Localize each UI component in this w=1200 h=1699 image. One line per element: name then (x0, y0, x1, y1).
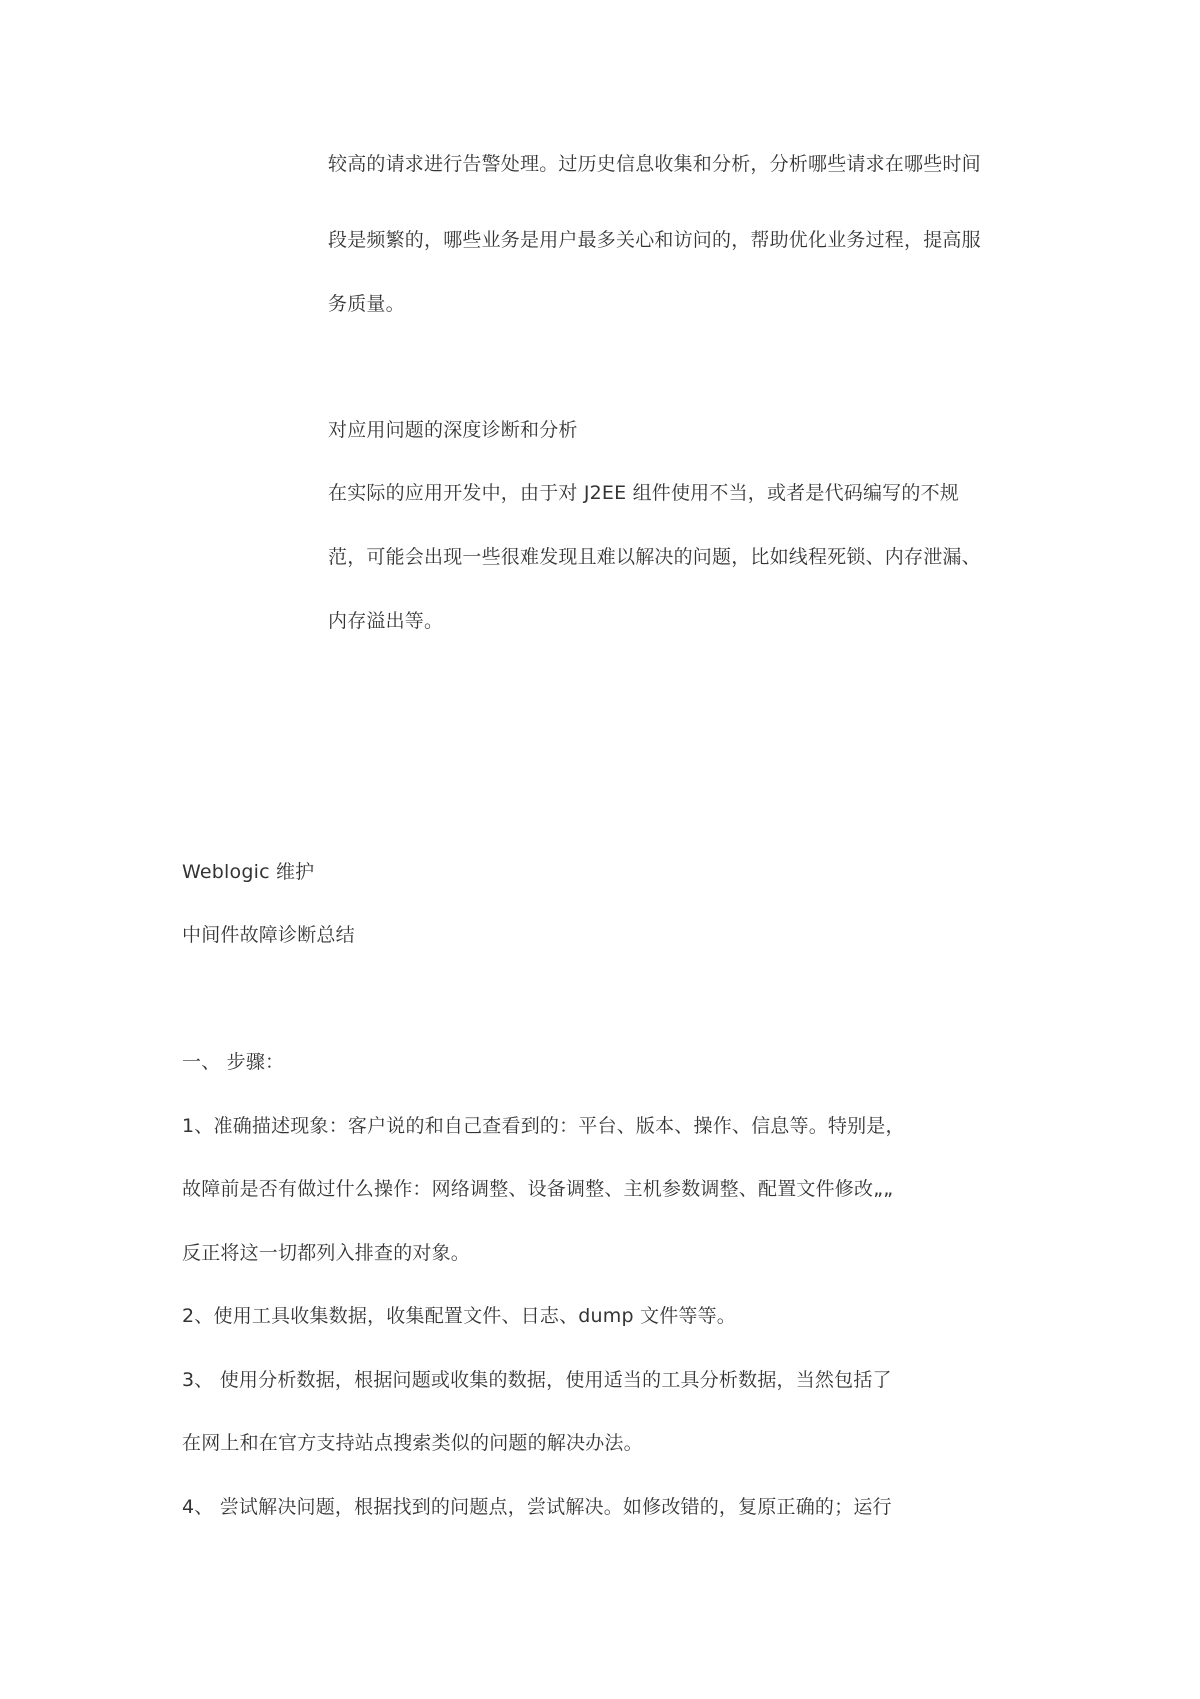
step-line: 故障前是否有做过什么操作：网络调整、设备调整、主机参数调整、配置文件修改„„ (182, 1178, 894, 1200)
section-subtitle: 中间件故障诊断总结 (182, 924, 355, 946)
paragraph-line: 内存溢出等。 (328, 610, 444, 632)
step-line: 1、准确描述现象：客户说的和自己查看到的：平台、版本、操作、信息等。特别是， (182, 1115, 905, 1137)
step-line: 4、 尝试解决问题，根据找到的问题点，尝试解决。如修改错的，复原正确的；运行 (182, 1496, 892, 1518)
paragraph-line: 较高的请求进行告警处理。过历史信息收集和分析，分析哪些请求在哪些时间 (328, 153, 981, 175)
subheading: 对应用问题的深度诊断和分析 (328, 419, 578, 441)
step-line: 反正将这一切都列入排查的对象。 (182, 1242, 471, 1264)
step-line: 3、 使用分析数据，根据问题或收集的数据，使用适当的工具分析数据，当然包括了 (182, 1369, 892, 1391)
paragraph-line: 务质量。 (328, 293, 405, 315)
paragraph-line: 范，可能会出现一些很难发现且难以解决的问题，比如线程死锁、内存泄漏、 (328, 546, 981, 568)
step-line: 在网上和在官方支持站点搜索类似的问题的解决办法。 (182, 1432, 643, 1454)
paragraph-line: 在实际的应用开发中，由于对 J2EE 组件使用不当，或者是代码编写的不规 (328, 482, 959, 504)
paragraph-line: 段是频繁的，哪些业务是用户最多关心和访问的，帮助优化业务过程，提高服 (328, 229, 981, 251)
step-line: 2、使用工具收集数据，收集配置文件、日志、dump 文件等等。 (182, 1305, 737, 1327)
section-title: Weblogic 维护 (182, 861, 315, 883)
steps-heading: 一、 步骤： (182, 1051, 285, 1073)
